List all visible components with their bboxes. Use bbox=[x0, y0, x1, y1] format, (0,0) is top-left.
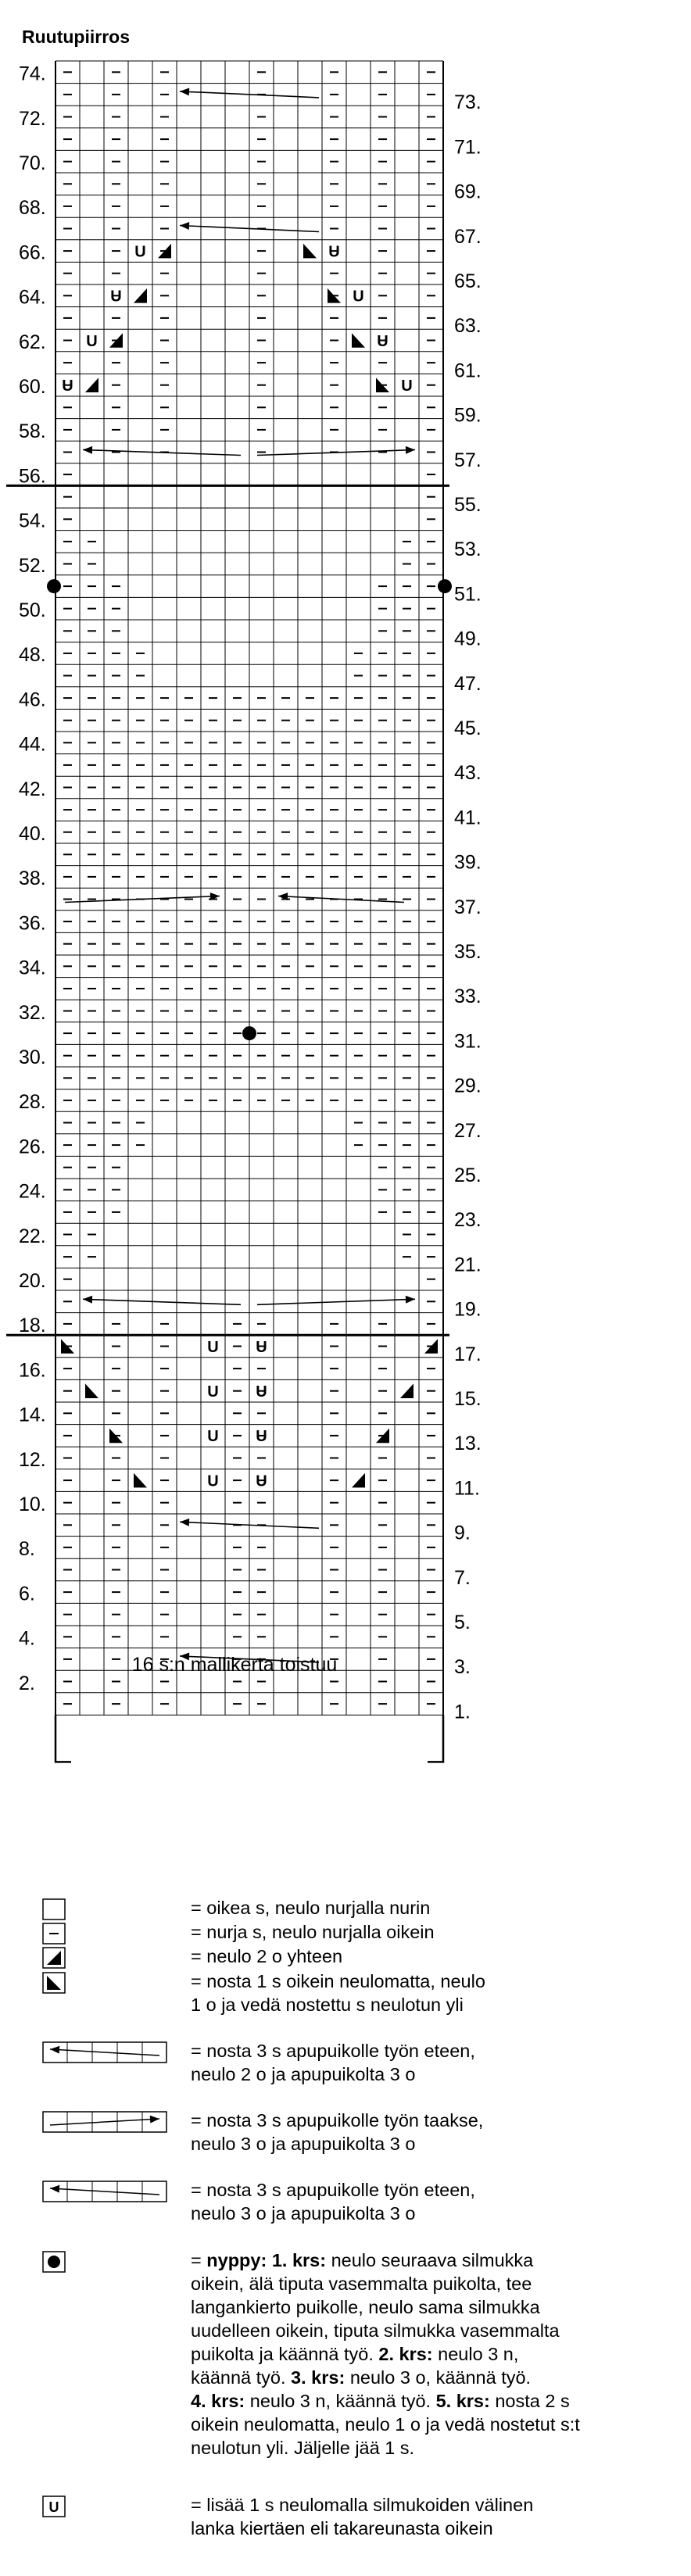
legend-line: neulotun yli. Jäljelle jää 1 s. bbox=[191, 2438, 415, 2458]
legend-line: = nosta 3 s apupuikolle työn eteen, bbox=[191, 2180, 475, 2200]
k2tog-mark bbox=[134, 288, 147, 303]
row-number-right: 59. bbox=[454, 404, 482, 427]
make-one-mark: U bbox=[207, 1472, 219, 1490]
make-one-mark: U bbox=[353, 288, 364, 306]
row-number-left: 44. bbox=[19, 733, 46, 756]
legend-description bbox=[191, 1970, 691, 2016]
k2tog-mark bbox=[400, 1383, 414, 1398]
row-number-right: 47. bbox=[454, 672, 482, 695]
row-number-right: 61. bbox=[454, 360, 482, 382]
legend-line: langankierto puikolle, neulo sama silmukka bbox=[191, 2297, 540, 2317]
row-number-right: 21. bbox=[454, 1254, 482, 1276]
k2tog-symbol-icon bbox=[42, 1947, 67, 1969]
make-one-mark: U bbox=[377, 332, 388, 350]
k2tog-mark bbox=[352, 1473, 365, 1488]
make-one-mark: U bbox=[207, 1383, 219, 1401]
chart-grid bbox=[55, 61, 443, 1715]
make-one-mark: U bbox=[62, 377, 73, 395]
row-number-left: 18. bbox=[19, 1315, 46, 1337]
bobble-mark bbox=[47, 579, 61, 593]
row-number-left: 12. bbox=[19, 1448, 46, 1471]
row-number-right: 69. bbox=[454, 181, 482, 203]
legend-description bbox=[191, 2109, 691, 2156]
make-one-mark: U bbox=[110, 288, 122, 306]
legend-line: käännä työ. 3. krs: neulo 3 o, käännä työ. bbox=[191, 2367, 532, 2388]
row-number-right: 57. bbox=[454, 449, 482, 471]
row-number-right: 11. bbox=[454, 1477, 480, 1500]
legend-line: = nurja s, neulo nurjalla oikein bbox=[191, 1922, 435, 1942]
bobble-symbol-icon bbox=[42, 2251, 67, 2273]
skpo-mark bbox=[376, 377, 389, 392]
legend-line: neulo 2 o ja apupuikolta 3 o bbox=[191, 2064, 416, 2084]
row-number-left: 22. bbox=[19, 1225, 46, 1247]
skpo-mark bbox=[303, 244, 317, 259]
row-number-right: 43. bbox=[454, 762, 482, 785]
make-one-mark: U bbox=[256, 1428, 267, 1446]
make-one-mark: U bbox=[207, 1428, 219, 1446]
row-number-left: 28. bbox=[19, 1091, 46, 1114]
legend-line: oikein, älä tiputa vasemmalta puikolta, tee bbox=[191, 2274, 532, 2294]
row-number-left: 30. bbox=[19, 1046, 46, 1068]
cable-back-icon bbox=[42, 2111, 167, 2133]
legend-line: neulo 3 o ja apupuikolta 3 o bbox=[191, 2134, 416, 2154]
row-number-right: 33. bbox=[454, 986, 482, 1008]
row-number-left: 26. bbox=[19, 1136, 46, 1158]
row-number-right: 63. bbox=[454, 315, 482, 338]
row-number-right: 41. bbox=[454, 807, 482, 829]
make-one-symbol-icon bbox=[42, 2496, 67, 2517]
row-number-right: 53. bbox=[454, 538, 482, 561]
repeat-bracket bbox=[55, 1715, 443, 1762]
row-number-left: 38. bbox=[19, 868, 46, 890]
row-number-left: 60. bbox=[19, 376, 46, 398]
row-number-left: 16. bbox=[19, 1359, 46, 1382]
legend-line: = nyppy: 1. krs: neulo seuraava silmukka bbox=[191, 2250, 534, 2270]
row-number-left: 70. bbox=[19, 152, 46, 174]
row-number-left: 10. bbox=[19, 1494, 46, 1515]
row-number-left: 48. bbox=[19, 644, 46, 667]
row-number-right: 55. bbox=[454, 494, 482, 516]
legend-line: neulo 3 o ja apupuikolta 3 o bbox=[191, 2203, 416, 2224]
legend-line: oikein neulomatta, neulo 1 o ja vedä nostetut s:t bbox=[191, 2414, 580, 2435]
row-number-left: 50. bbox=[19, 599, 46, 621]
cable-arrow bbox=[83, 446, 241, 456]
row-number-left: 54. bbox=[19, 510, 46, 532]
k2tog-mark bbox=[85, 377, 98, 392]
svg-text:U: U bbox=[48, 2499, 59, 2515]
repeat-label: 16 s:n mallikerta toistuu bbox=[131, 1654, 338, 1676]
row-number-right: 5. bbox=[454, 1612, 471, 1633]
row-number-right: 15. bbox=[454, 1388, 482, 1410]
row-number-left: 20. bbox=[19, 1270, 46, 1292]
row-number-left: 24. bbox=[19, 1180, 46, 1203]
row-number-right: 25. bbox=[454, 1165, 482, 1186]
row-number-left: 74. bbox=[19, 63, 46, 85]
row-number-right: 71. bbox=[454, 136, 482, 159]
row-number-left: 64. bbox=[19, 286, 46, 309]
legend-line: 1 o ja vedä nostettu s neulotun yli bbox=[191, 1995, 464, 2015]
row-number-left: 14. bbox=[19, 1404, 46, 1426]
row-number-right: 17. bbox=[454, 1343, 482, 1365]
cable-arrow bbox=[65, 893, 220, 903]
make-one-mark: U bbox=[256, 1472, 267, 1490]
row-number-right: 29. bbox=[454, 1075, 482, 1097]
skpo-mark bbox=[352, 333, 365, 348]
row-number-right: 73. bbox=[454, 91, 482, 114]
row-number-left: 56. bbox=[19, 465, 46, 488]
legend-description bbox=[191, 2178, 691, 2225]
skpo-mark bbox=[134, 1473, 147, 1488]
row-number-right: 67. bbox=[454, 225, 482, 248]
make-one-mark: U bbox=[134, 243, 146, 261]
row-number-left: 32. bbox=[19, 1001, 46, 1024]
row-number-right: 7. bbox=[454, 1566, 471, 1589]
row-number-right: 3. bbox=[454, 1656, 471, 1679]
k2tog-mark bbox=[109, 333, 123, 348]
row-number-right: 49. bbox=[454, 628, 482, 650]
row-number-right: 19. bbox=[454, 1298, 482, 1321]
bobble-mark bbox=[242, 1026, 256, 1040]
skpo-symbol-icon bbox=[42, 1972, 67, 1994]
cable-arrow bbox=[278, 893, 404, 902]
make-one-mark: U bbox=[86, 332, 98, 350]
row-number-left: 46. bbox=[19, 689, 46, 711]
row-number-left: 2. bbox=[19, 1672, 35, 1694]
legend-line: = nosta 3 s apupuikolle työn taakse, bbox=[191, 2110, 484, 2131]
chart-title: Ruutupiirros bbox=[22, 27, 130, 47]
k2tog-mark bbox=[424, 1339, 438, 1354]
row-number-left: 4. bbox=[19, 1627, 35, 1650]
row-number-left: 66. bbox=[19, 242, 46, 264]
cable-arrow bbox=[257, 1296, 415, 1305]
row-number-right: 23. bbox=[454, 1209, 482, 1232]
skpo-mark bbox=[85, 1383, 98, 1398]
row-number-left: 36. bbox=[19, 912, 46, 935]
cable-arrow bbox=[83, 1296, 241, 1305]
row-number-right: 45. bbox=[454, 717, 482, 739]
cable-front-2-icon bbox=[42, 2041, 167, 2063]
legend-description bbox=[191, 1896, 691, 1919]
row-number-right: 27. bbox=[454, 1119, 482, 1142]
row-number-right: 9. bbox=[454, 1522, 471, 1544]
legend-line: = neulo 2 o yhteen bbox=[191, 1946, 343, 1966]
legend-line: 4. krs: neulo 3 n, käännä työ. 5. krs: nosta 2 s bbox=[191, 2391, 570, 2411]
legend-line: = nosta 1 s oikein neulomatta, neulo bbox=[191, 1971, 485, 1991]
row-number-right: 1. bbox=[454, 1701, 471, 1723]
row-number-left: 42. bbox=[19, 778, 46, 800]
row-number-left: 68. bbox=[19, 197, 46, 220]
row-number-left: 52. bbox=[19, 554, 46, 577]
make-one-mark: U bbox=[256, 1383, 267, 1401]
row-number-right: 31. bbox=[454, 1030, 482, 1053]
legend-description bbox=[191, 1945, 691, 1968]
legend-description bbox=[191, 2249, 691, 2460]
make-one-mark: U bbox=[207, 1338, 219, 1356]
row-number-left: 8. bbox=[19, 1538, 35, 1561]
row-number-right: 65. bbox=[454, 270, 482, 292]
make-one-mark: U bbox=[256, 1338, 267, 1356]
row-number-left: 40. bbox=[19, 823, 46, 845]
row-number-right: 37. bbox=[454, 896, 482, 918]
row-number-left: 34. bbox=[19, 957, 46, 979]
legend-line: puikolta ja käännä työ. 2. krs: neulo 3 n, bbox=[191, 2344, 519, 2364]
legend-description bbox=[191, 1920, 691, 1944]
legend-description bbox=[191, 2493, 691, 2540]
knit-symbol-icon bbox=[42, 1898, 67, 1920]
row-number-left: 62. bbox=[19, 331, 46, 353]
row-number-left: 72. bbox=[19, 107, 46, 130]
legend-line: uudelleen oikein, tiputa silmukka vasemmalta bbox=[191, 2320, 560, 2341]
bobble-mark bbox=[438, 579, 452, 593]
row-number-right: 39. bbox=[454, 851, 482, 874]
legend-line: = oikea s, neulo nurjalla nurin bbox=[191, 1898, 431, 1918]
legend-description bbox=[191, 2039, 691, 2086]
legend-line: lanka kiertäen eli takareunasta oikein bbox=[191, 2518, 493, 2538]
make-one-mark: U bbox=[401, 377, 413, 395]
purl-symbol-icon bbox=[42, 1923, 67, 1945]
row-number-right: 35. bbox=[454, 941, 482, 963]
cable-front-3-icon bbox=[42, 2181, 167, 2202]
row-number-left: 6. bbox=[19, 1583, 35, 1605]
row-number-left: 58. bbox=[19, 420, 46, 443]
skpo-mark bbox=[61, 1339, 74, 1354]
make-one-mark: U bbox=[328, 243, 340, 261]
legend-line: = nosta 3 s apupuikolle työn eteen, bbox=[191, 2041, 475, 2061]
row-number-right: 51. bbox=[454, 583, 482, 606]
row-number-right: 13. bbox=[454, 1433, 482, 1455]
legend-line: = lisää 1 s neulomalla silmukoiden välinen bbox=[191, 2495, 534, 2515]
cable-arrow bbox=[257, 446, 415, 456]
